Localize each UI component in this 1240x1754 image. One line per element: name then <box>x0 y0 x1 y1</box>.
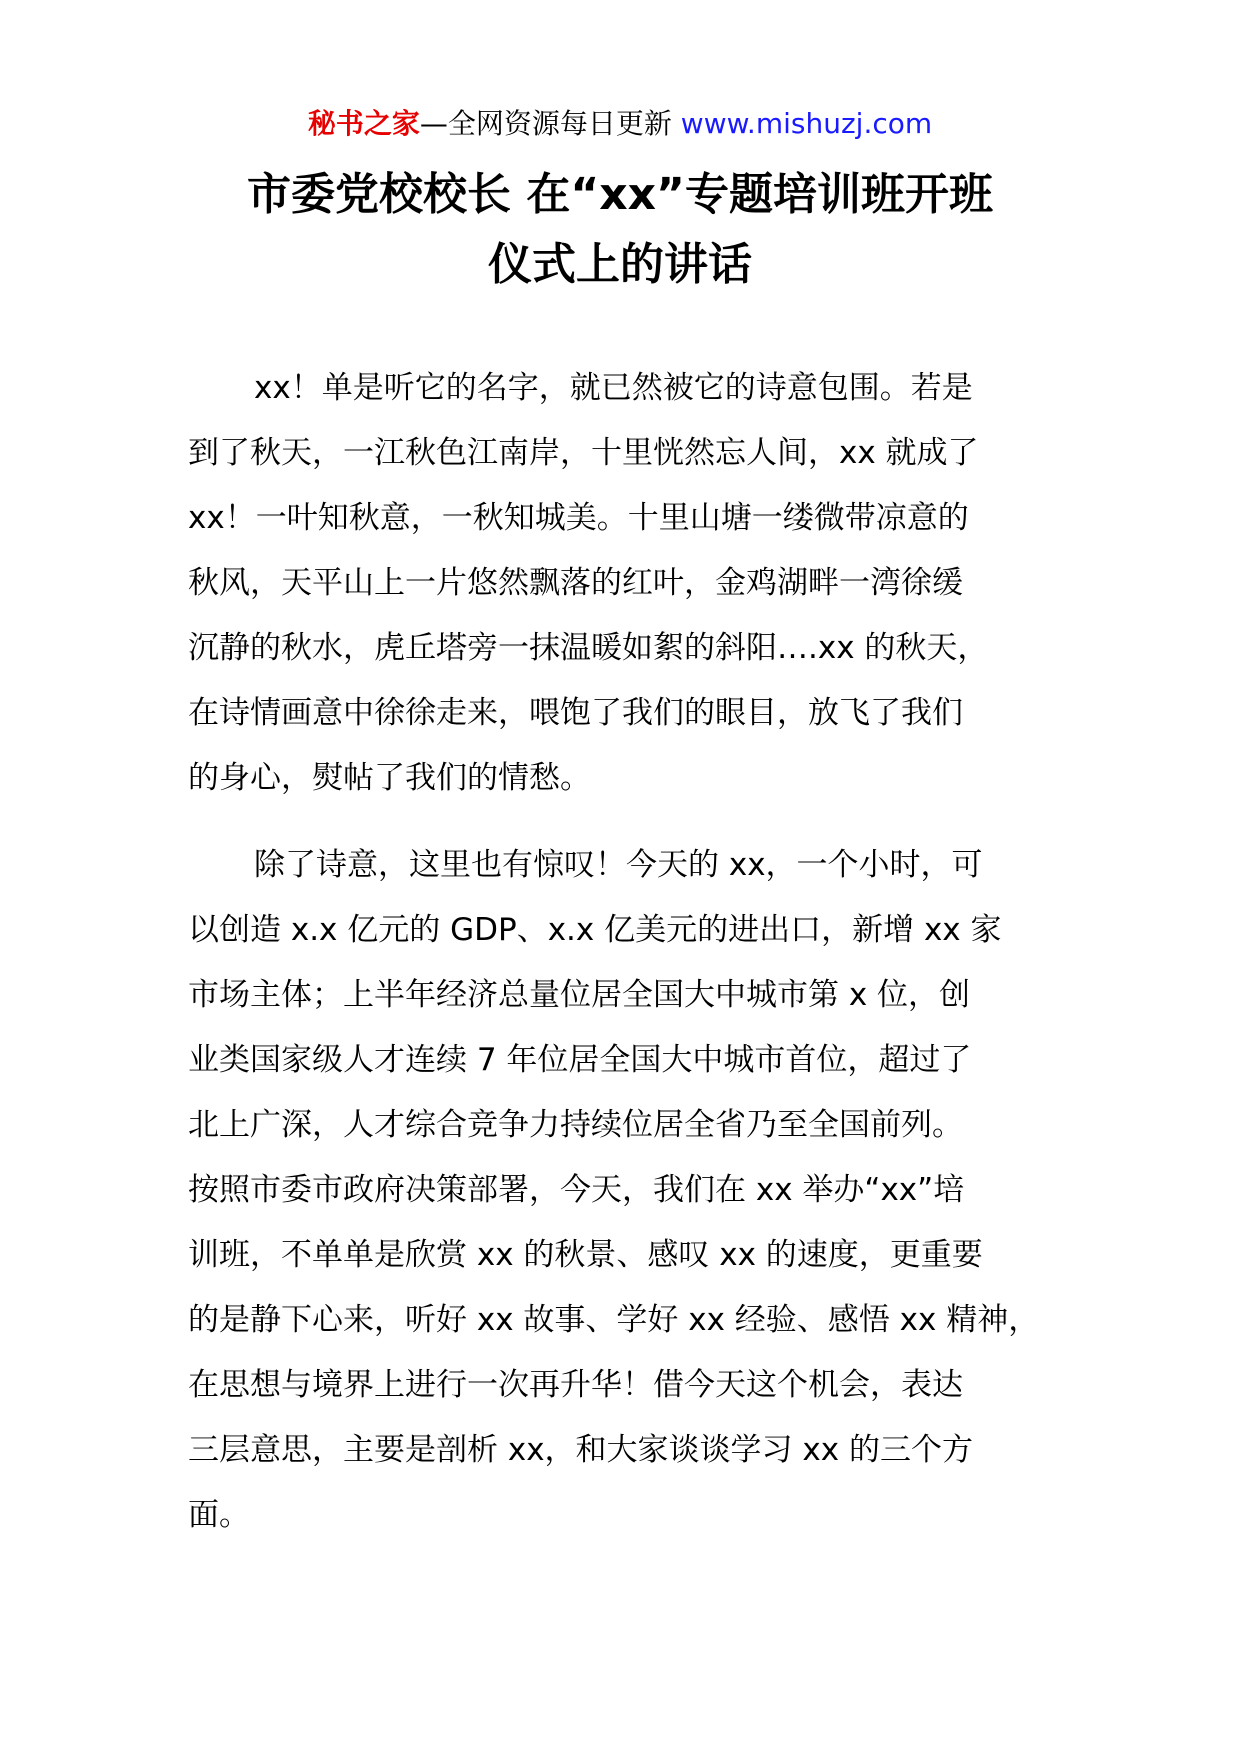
site-brand: 秘书之家 <box>307 107 420 140</box>
paragraph-line: 在诗情画意中徐徐走来，喂饱了我们的眼目，放飞了我们 <box>188 695 963 731</box>
paragraph-line: xx！单是听它的名字，就已然被它的诗意包围。若是 <box>254 370 973 406</box>
paragraph-line: xx！一叶知秋意，一秋知城美。十里山塘一缕微带凉意的 <box>188 500 969 536</box>
paragraph-line: 以创造 x.x 亿元的 GDP、x.x 亿美元的进出口，新增 xx 家 <box>188 912 1002 948</box>
paragraph-line: 的身心，熨帖了我们的情愁。 <box>188 760 591 796</box>
paragraph-line: 沉静的秋水，虎丘塔旁一抹温暖如絮的斜阳….xx 的秋天， <box>188 630 989 666</box>
paragraph-2 <box>188 833 1074 1548</box>
title-line: 市委党校校长 在“xx”专题培训班开班 <box>247 169 993 220</box>
paragraph-line: 市场主体；上半年经济总量位居全国大中城市第 x 位，创 <box>188 977 971 1013</box>
site-slogan: —全网资源每日更新 <box>419 107 672 140</box>
paragraph-line: 业类国家级人才连续 7 年位居全国大中城市首位，超过了 <box>188 1042 972 1078</box>
paragraph-line: 面。 <box>188 1497 250 1533</box>
title-line: 仪式上的讲话 <box>488 239 752 290</box>
paragraph-line: 除了诗意，这里也有惊叹！今天的 xx，一个小时，可 <box>254 847 983 883</box>
paragraph-line: 北上广深，人才综合竞争力持续位居全省乃至全国前列。 <box>188 1107 963 1143</box>
paragraph-line: 在思想与境界上进行一次再升华！借今天这个机会，表达 <box>188 1367 963 1403</box>
paragraph-line: 的是静下心来，听好 xx 故事、学好 xx 经验、感悟 xx 精神， <box>188 1302 1040 1338</box>
paragraph-line: 到了秋天，一江秋色江南岸，十里恍然忘人间，xx 就成了 <box>188 435 979 471</box>
paragraph-line: 三层意思，主要是剖析 xx，和大家谈谈学习 xx 的三个方 <box>188 1432 973 1468</box>
paragraph-1 <box>188 356 1074 811</box>
site-header <box>0 104 1240 144</box>
document-body <box>188 356 1074 1570</box>
paragraph-line: 训班，不单单是欣赏 xx 的秋景、感叹 xx 的速度，更重要 <box>188 1237 983 1273</box>
document-title <box>140 160 1100 300</box>
site-url-link[interactable]: www.mishuzj.com <box>680 107 933 140</box>
paragraph-line: 按照市委市政府决策部署，今天，我们在 xx 举办“xx”培 <box>188 1172 965 1208</box>
paragraph-line: 秋风，天平山上一片悠然飘落的红叶，金鸡湖畔一湾徐缓 <box>188 565 963 601</box>
